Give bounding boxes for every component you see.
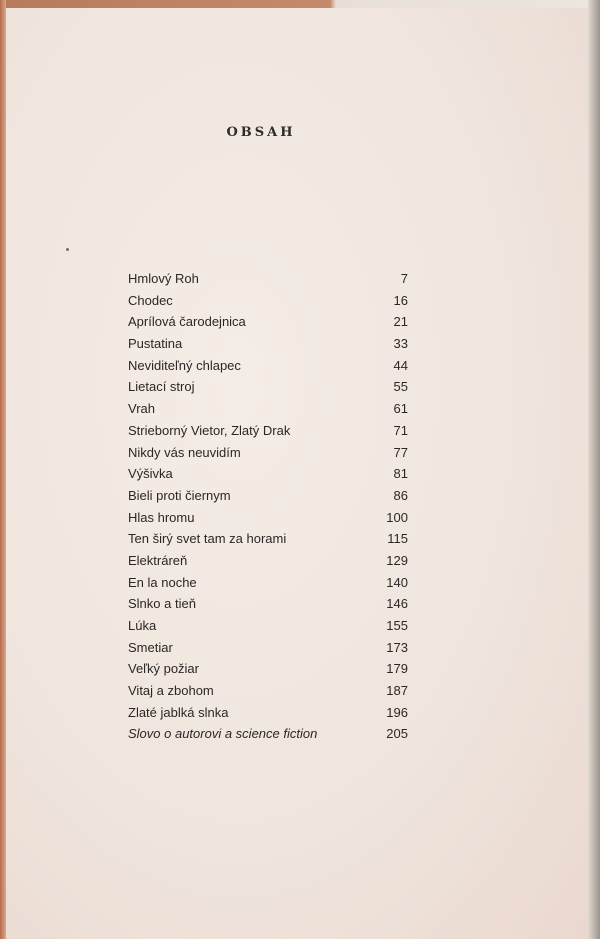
toc-entry	[128, 291, 408, 313]
toc-entry	[128, 659, 408, 681]
toc-entry-page-number: 7	[400, 271, 408, 286]
toc-entry	[128, 703, 408, 725]
toc-entry	[128, 312, 408, 334]
toc-entry-page-number: 55	[393, 379, 408, 395]
toc-entry-page-number: 61	[393, 401, 408, 417]
toc-entry	[128, 508, 408, 530]
toc-entry-title: Pustatina	[128, 336, 183, 352]
toc-entry	[128, 334, 408, 356]
toc-entry-page-number: 146	[386, 596, 408, 612]
toc-entry-page-number: 86	[393, 487, 408, 503]
toc-entry-page-number: 16	[393, 292, 408, 308]
toc-entry-title: Strieborný Vietor, Zlatý Drak	[128, 422, 291, 438]
toc-entry	[128, 616, 408, 638]
toc-entry-page-number: 100	[386, 509, 408, 525]
toc-entry-title: Ten širý svet tam za horami	[128, 531, 287, 547]
toc-entry	[128, 421, 408, 443]
toc-entry-title: Lietací stroj	[128, 379, 195, 395]
toc-entry	[128, 573, 408, 595]
toc-entry-page-number: 33	[393, 336, 408, 352]
toc-entry-page-number: 77	[393, 444, 408, 460]
toc-entry-page-number: 140	[386, 574, 408, 590]
toc-entry-title: Výšivka	[128, 466, 173, 482]
page-title: OBSAH	[226, 125, 296, 140]
toc-entry	[128, 551, 408, 573]
toc-entry-page-number: 179	[386, 661, 408, 677]
toc-entry-title: Bieli proti čiernym	[128, 487, 231, 503]
toc-entry	[128, 269, 408, 291]
toc-entry-title: Chodec	[128, 292, 173, 308]
toc-entry-page-number: 71	[393, 422, 408, 438]
toc-entry-title: Slnko a tieň	[128, 596, 196, 612]
book-page	[6, 8, 588, 939]
toc-entry-title: Veľký požiar	[128, 661, 199, 677]
toc-entry	[128, 377, 408, 399]
toc-entry-title: Neviditeľný chlapec	[128, 357, 241, 373]
toc-entry-page-number: 115	[387, 531, 408, 547]
toc-entry	[128, 399, 408, 421]
toc-entry-page-number: 129	[386, 552, 408, 568]
toc-entry-page-number: 173	[386, 639, 408, 655]
table-of-contents	[128, 269, 408, 746]
toc-entry-page-number: 205	[386, 726, 408, 742]
toc-entry-title: Aprílová čarodejnica	[128, 314, 246, 330]
toc-entry-title: Hlas hromu	[128, 509, 195, 525]
toc-entry-title: Vitaj a zbohom	[128, 683, 214, 699]
toc-entry-title: Vrah	[128, 401, 155, 417]
toc-entry-title: Elektráreň	[128, 552, 188, 568]
toc-entry	[128, 724, 408, 746]
toc-entry	[128, 356, 408, 378]
toc-entry-page-number: 21	[393, 314, 408, 330]
toc-entry	[128, 529, 408, 551]
toc-entry	[128, 681, 408, 703]
toc-entry-page-number: 155	[386, 618, 408, 633]
toc-entry-title: Zlaté jablká slnka	[128, 704, 229, 720]
toc-entry	[128, 486, 408, 508]
toc-entry-title: Smetiar	[128, 639, 173, 655]
toc-entry	[128, 464, 408, 486]
toc-entry-page-number: 196	[386, 704, 408, 720]
toc-entry	[128, 594, 408, 616]
toc-entry-title: Nikdy vás neuvidím	[128, 444, 241, 460]
toc-entry	[128, 443, 408, 465]
toc-entry-title: Slovo o autorovi a science fiction	[128, 726, 318, 742]
toc-entry-title: En la noche	[128, 574, 197, 590]
book-right-edge	[588, 0, 600, 939]
toc-entry-title: Hmlový Roh	[128, 271, 199, 286]
paper-speck	[66, 248, 69, 251]
toc-entry-page-number: 44	[393, 357, 408, 373]
toc-entry-title: Lúka	[128, 618, 157, 633]
toc-entry	[128, 638, 408, 660]
toc-entry-page-number: 187	[386, 683, 408, 699]
toc-entry-page-number: 81	[393, 466, 408, 482]
